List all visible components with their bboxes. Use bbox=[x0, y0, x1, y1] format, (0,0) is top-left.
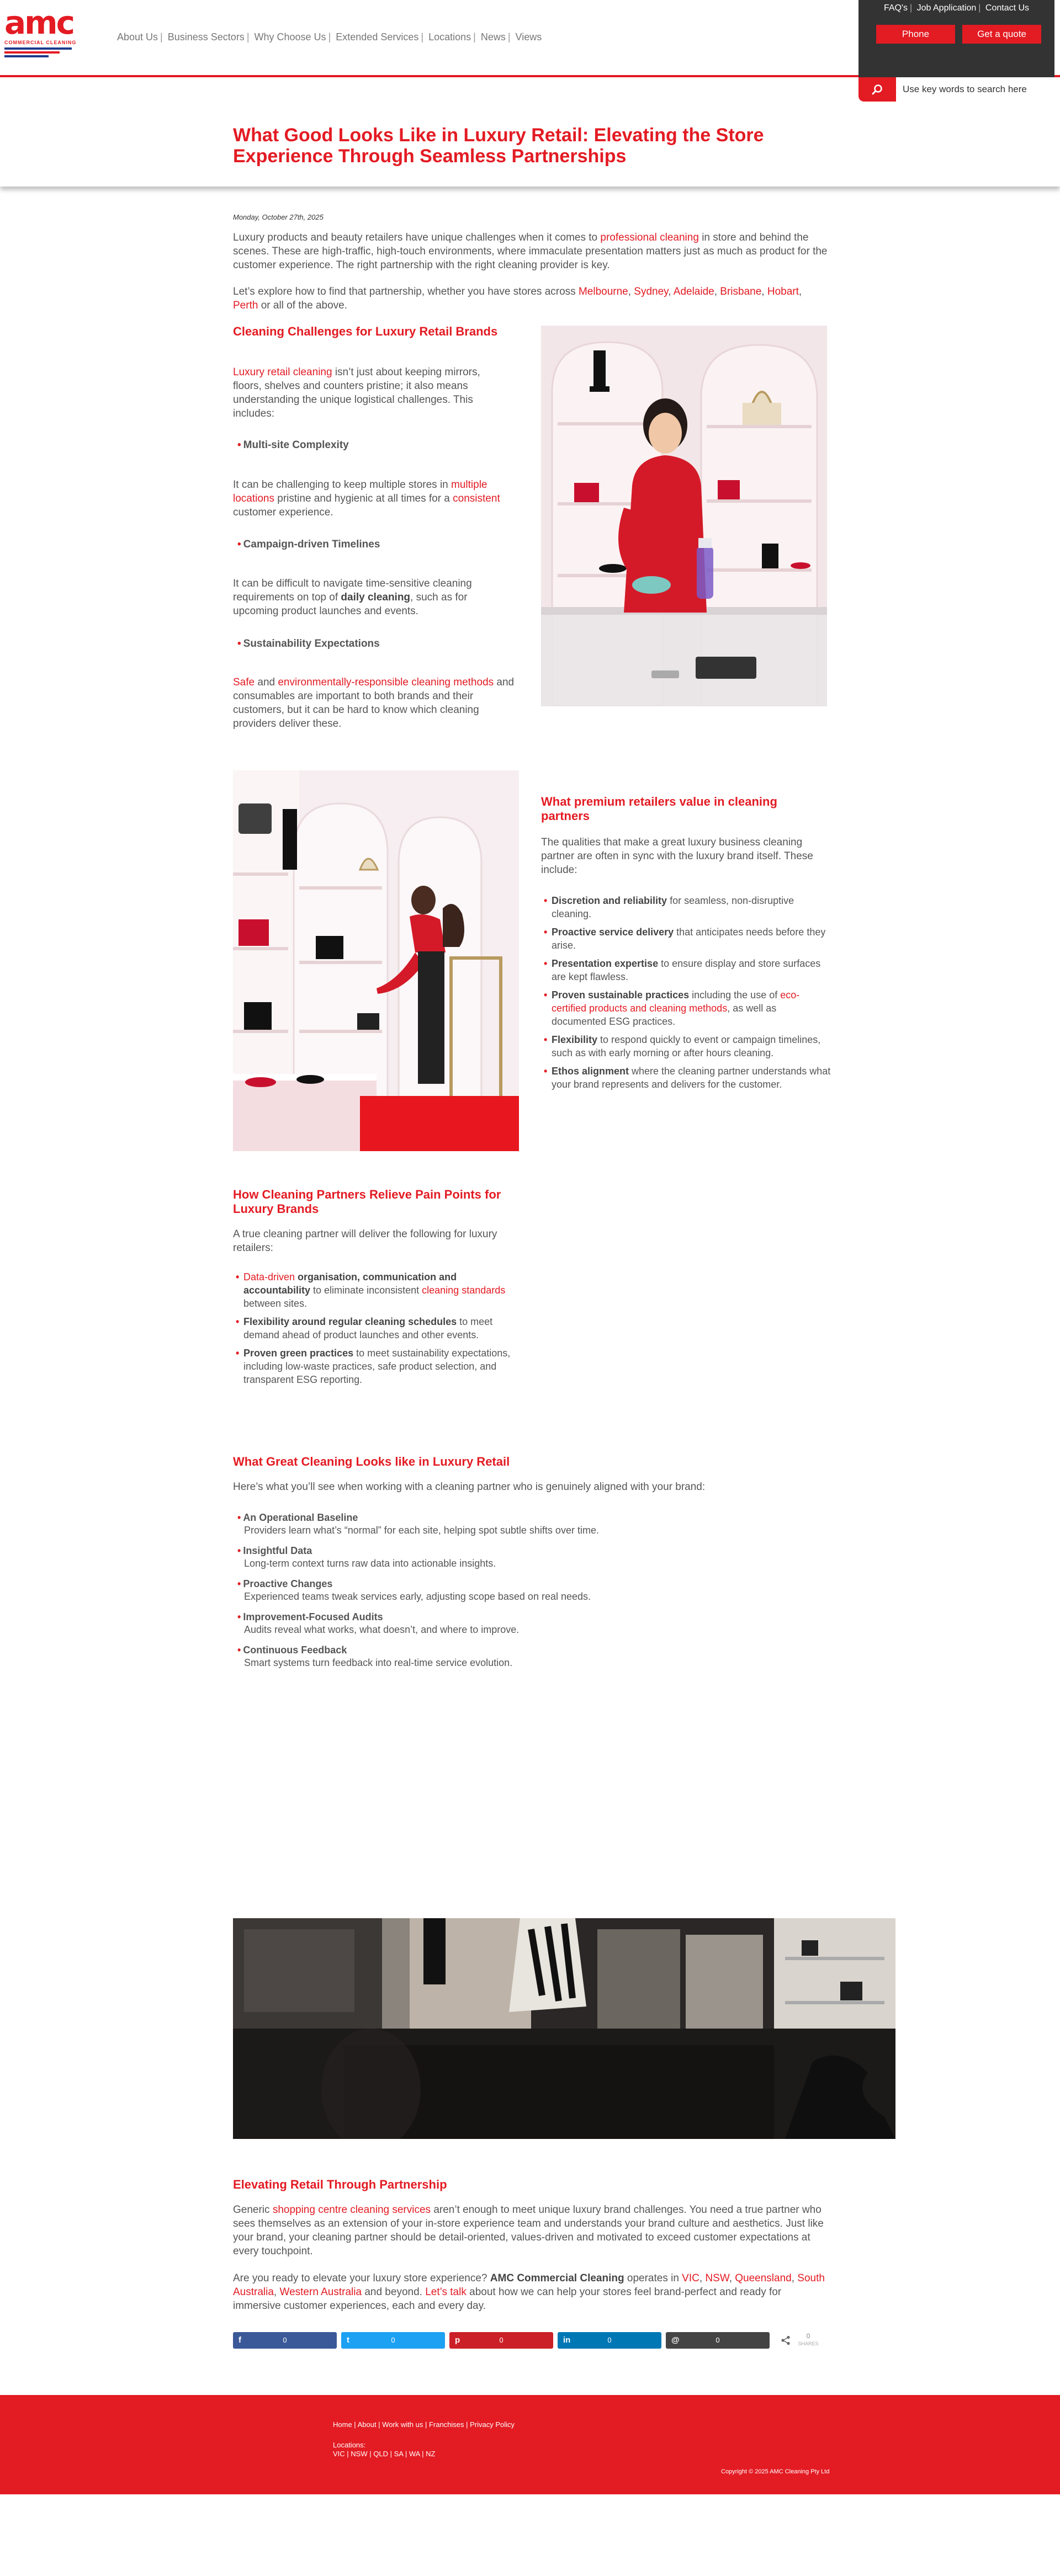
footer-location-vic[interactable]: VIC bbox=[333, 2450, 345, 2458]
intro-paragraph-1: Luxury products and beauty retailers have unique challenges when it comes to professional cleaning in store and behind the scenes. These are high-traffic, high-touch environments, where immaculate presentation matters just as much as product for the customer experience. The right partnership with the right cleaning provider is key. bbox=[233, 232, 828, 271]
safe-link[interactable]: Safe bbox=[233, 677, 255, 688]
copyright: Copyright © 2025 AMC Cleaning Pty Ltd bbox=[721, 2468, 830, 2475]
footer-link-home[interactable]: Home bbox=[333, 2420, 352, 2429]
list-item: • Ethos alignment where the cleaning partner understands what your brand represents and delivers for the customer. bbox=[544, 1065, 831, 1091]
list-item: • Data-driven organisation, communication and accountability to eliminate inconsistent cleaning standards between sites. bbox=[236, 1270, 523, 1310]
footer-location-qld[interactable]: QLD bbox=[373, 2450, 388, 2458]
list-item: • Presentation expertise to ensure display and store surfaces are kept flawless. bbox=[544, 957, 831, 983]
search-button[interactable] bbox=[858, 77, 896, 102]
list-item: • Proven green practices to meet sustainability expectations, including low-waste practices, safe product selection, and transparent ESG reporting. bbox=[236, 1346, 523, 1386]
relieve-heading: How Cleaning Partners Relieve Pain Points for Luxury Brands bbox=[233, 1188, 501, 1216]
site-footer bbox=[0, 2395, 1060, 2494]
faqs-link[interactable]: FAQ's bbox=[883, 3, 908, 13]
share-count: 0 bbox=[499, 2336, 504, 2344]
footer-location-nz[interactable]: NZ bbox=[426, 2450, 436, 2458]
list-item: • An Operational Baseline Providers learn what’s “normal” for each site, helping spot subtle shifts over time. bbox=[237, 1512, 599, 1536]
share-icon bbox=[781, 2335, 791, 2345]
environmentally-responsible-link[interactable]: environmentally-responsible cleaning methods bbox=[278, 677, 494, 688]
job-application-link[interactable]: Job Application bbox=[916, 3, 977, 13]
city-link-adelaide[interactable]: Adelaide bbox=[673, 286, 714, 297]
list-item: • Proactive Changes Experienced teams tweak services early, adjusting scope based on real needs. bbox=[237, 1578, 591, 1602]
state-link-vic[interactable]: VIC bbox=[682, 2272, 699, 2284]
email-icon: @ bbox=[671, 2335, 680, 2345]
photo-cleaner-dusting-shelves bbox=[233, 770, 519, 1151]
list-item: • Proven sustainable practices including the use of eco-certified products and cleaning methods, as well as documented ESG practices. bbox=[544, 988, 831, 1028]
facebook-share-button[interactable] bbox=[233, 2332, 337, 2349]
footer-link-privacy-policy[interactable]: Privacy Policy bbox=[470, 2420, 515, 2429]
challenge-text-multisite: It can be challenging to keep multiple stores in multiple locations pristine and hygienic at all times for a consistent customer experience. bbox=[233, 479, 500, 518]
list-item: • Discretion and reliability for seamless, non-disruptive cleaning. bbox=[544, 894, 831, 920]
challenge-title-sustainability: • Sustainability Expectations bbox=[237, 638, 380, 650]
partnership-paragraph-1: Generic shopping centre cleaning services aren’t enough to meet unique luxury brand challenges. You need a true partner who sees themselves as an extension of your in-store experience team and understands your brand culture and aesthetics. Just like your brand, your cleaning partner should be detail-oriented, values-driven and motivated to exceed customer expectations at every touchpoint. bbox=[233, 2204, 824, 2257]
state-link-nsw[interactable]: NSW bbox=[705, 2272, 729, 2284]
footer-link-work-with-us[interactable]: Work with us bbox=[382, 2420, 423, 2429]
share-count: 0 bbox=[607, 2336, 612, 2344]
professional-cleaning-link[interactable]: professional cleaning bbox=[600, 232, 699, 243]
nav-business-sectors[interactable]: Business Sectors bbox=[167, 31, 245, 42]
total-shares bbox=[781, 2332, 825, 2349]
footer-location-sa[interactable]: SA bbox=[394, 2450, 404, 2458]
city-link-hobart[interactable]: Hobart bbox=[767, 286, 799, 297]
shopping-centre-cleaning-link[interactable]: shopping centre cleaning services bbox=[272, 2204, 431, 2216]
premium-intro: The qualities that make a great luxury business cleaning partner are often in sync with the luxury brand itself. These include: bbox=[541, 837, 813, 876]
list-item: • Insightful Data Long-term context turns raw data into actionable insights. bbox=[237, 1545, 496, 1569]
state-link-south-australia[interactable]: South Australia bbox=[233, 2272, 825, 2298]
list-item: • Proactive service delivery that anticipates needs before they arise. bbox=[544, 925, 831, 952]
nav-extended-services[interactable]: Extended Services bbox=[336, 31, 419, 42]
twitter-share-button[interactable] bbox=[341, 2332, 445, 2349]
challenge-title-campaign: • Campaign-driven Timelines bbox=[237, 539, 380, 550]
photo-boutique-interior bbox=[233, 1918, 895, 2139]
facebook-icon: f bbox=[239, 2335, 241, 2345]
city-link-perth[interactable]: Perth bbox=[233, 300, 258, 311]
search-bar bbox=[858, 77, 1060, 102]
footer-links: Home | About | Work with us | Franchises | Privacy Policy bbox=[333, 2420, 515, 2429]
city-link-brisbane[interactable]: Brisbane bbox=[720, 286, 762, 297]
eco-certified-link[interactable]: eco-certified products and cleaning methods bbox=[552, 989, 800, 1014]
pinterest-share-button[interactable] bbox=[449, 2332, 553, 2349]
list-item: • Flexibility around regular cleaning schedules to meet demand ahead of product launches and other events. bbox=[236, 1315, 523, 1342]
multiple-locations-link[interactable]: multiple locations bbox=[233, 479, 487, 504]
logo-subtitle: COMMERCIAL CLEANING bbox=[4, 40, 77, 45]
partnership-paragraph-2: Are you ready to elevate your luxury store experience? AMC Commercial Cleaning operates in VIC, NSW, Queensland, South Australia, Western Australia and beyond. Let’s talk about how we can help your stores feel brand-perfect and ready for immersive customer experiences, each and every day. bbox=[233, 2272, 825, 2312]
logo-wordmark: amc bbox=[4, 4, 73, 41]
footer-locations: VIC | NSW | QLD | SA | WA | NZ bbox=[333, 2450, 436, 2458]
site-header bbox=[0, 0, 1060, 77]
linkedin-icon: in bbox=[563, 2335, 571, 2345]
top-links: FAQ's | Job Application | Contact Us bbox=[883, 3, 1030, 13]
great-list bbox=[237, 1512, 828, 1678]
list-item: • Continuous Feedback Smart systems turn feedback into real-time service evolution. bbox=[237, 1644, 513, 1668]
challenge-title-multisite: • Multi-site Complexity bbox=[237, 439, 349, 451]
get-a-quote-button[interactable]: Get a quote bbox=[962, 25, 1041, 44]
intro-paragraph-2: Let’s explore how to find that partnership, whether you have stores across Melbourne, Sydney, Adelaide, Brisbane, Hobart, Perth or all of the above. bbox=[233, 286, 802, 311]
premium-list bbox=[544, 894, 831, 1096]
state-link-western-australia[interactable]: Western Australia bbox=[279, 2286, 362, 2298]
linkedin-share-button[interactable] bbox=[558, 2332, 661, 2349]
list-item: • Flexibility to respond quickly to event or campaign timelines, such as with early morning or after hours cleaning. bbox=[544, 1033, 831, 1060]
cleaning-standards-link[interactable]: cleaning standards bbox=[422, 1285, 506, 1296]
nav-views[interactable]: Views bbox=[515, 31, 542, 42]
challenge-text-campaign: It can be difficult to navigate time-sensitive cleaning requirements on top of daily cleaning, such as for upcoming product launches and events. bbox=[233, 578, 472, 617]
challenges-heading: Cleaning Challenges for Luxury Retail Brands bbox=[233, 324, 498, 338]
nav-why-choose-us[interactable]: Why Choose Us bbox=[254, 31, 326, 42]
search-icon bbox=[872, 84, 883, 95]
main-nav: About Us | Business Sectors | Why Choose Us | Extended Services | Locations | News | Views bbox=[117, 31, 542, 42]
amc-logo[interactable] bbox=[4, 4, 79, 62]
city-link-melbourne[interactable]: Melbourne bbox=[578, 286, 628, 297]
footer-locations-label: Locations: bbox=[333, 2441, 366, 2449]
lets-talk-link[interactable]: Let’s talk bbox=[425, 2286, 467, 2298]
great-intro: Here’s what you’ll see when working with a cleaning partner who is genuinely aligned with your brand: bbox=[233, 1481, 706, 1493]
footer-link-about[interactable]: About bbox=[357, 2420, 377, 2429]
list-item: • Improvement-Focused Audits Audits reveal what works, what doesn’t, and where to improve. bbox=[237, 1611, 520, 1635]
share-count: 0 bbox=[716, 2336, 720, 2344]
pinterest-icon: p bbox=[455, 2335, 460, 2345]
challenges-intro: Luxury retail cleaning isn’t just about keeping mirrors, floors, shelves and counters pristine; it also means understanding the unique logistical challenges. This includes: bbox=[233, 366, 480, 419]
footer-link-franchises[interactable]: Franchises bbox=[428, 2420, 464, 2429]
relieve-list bbox=[236, 1270, 523, 1391]
footer-location-wa[interactable]: WA bbox=[409, 2450, 420, 2458]
twitter-icon: t bbox=[347, 2335, 349, 2345]
nav-locations[interactable]: Locations bbox=[428, 31, 471, 42]
search-input[interactable] bbox=[903, 82, 1057, 97]
email-share-button[interactable] bbox=[666, 2332, 770, 2349]
phone-button[interactable]: Phone bbox=[876, 25, 955, 44]
partnership-heading: Elevating Retail Through Partnership bbox=[233, 2178, 447, 2191]
photo-cleaner-at-counter bbox=[541, 326, 827, 706]
total-share-label: SHARES bbox=[798, 2341, 819, 2346]
top-utility-box bbox=[858, 0, 1054, 77]
share-count: 0 bbox=[391, 2336, 395, 2344]
share-count: 0 bbox=[283, 2336, 287, 2344]
consistent-link[interactable]: consistent bbox=[453, 493, 500, 504]
total-share-count: 0 bbox=[806, 2332, 810, 2340]
logo-stripes bbox=[4, 47, 72, 57]
city-link-sydney[interactable]: Sydney bbox=[634, 286, 669, 297]
contact-us-link[interactable]: Contact Us bbox=[985, 3, 1030, 13]
great-heading: What Great Cleaning Looks like in Luxury Retail bbox=[233, 1455, 510, 1468]
state-link-queensland[interactable]: Queensland bbox=[735, 2272, 792, 2284]
nav-about-us[interactable]: About Us bbox=[117, 31, 158, 42]
challenge-text-sustainability: Safe and environmentally-responsible cleaning methods and consumables are important to both brands and their customers, but it can be hard to know which cleaning providers deliver these. bbox=[233, 677, 515, 730]
premium-heading: What premium retailers value in cleaning partners bbox=[541, 795, 777, 823]
page-title: What Good Looks Like in Luxury Retail: Elevating the Store Experience Through Seamless Partnerships bbox=[233, 125, 764, 167]
relieve-intro: A true cleaning partner will deliver the following for luxury retailers: bbox=[233, 1228, 497, 1254]
luxury-retail-cleaning-link[interactable]: Luxury retail cleaning bbox=[233, 366, 332, 378]
footer-location-nsw[interactable]: NSW bbox=[351, 2450, 368, 2458]
data-driven-link[interactable]: Data-driven bbox=[243, 1271, 295, 1282]
post-date: Monday, October 27th, 2025 bbox=[233, 213, 324, 221]
nav-news[interactable]: News bbox=[480, 31, 506, 42]
